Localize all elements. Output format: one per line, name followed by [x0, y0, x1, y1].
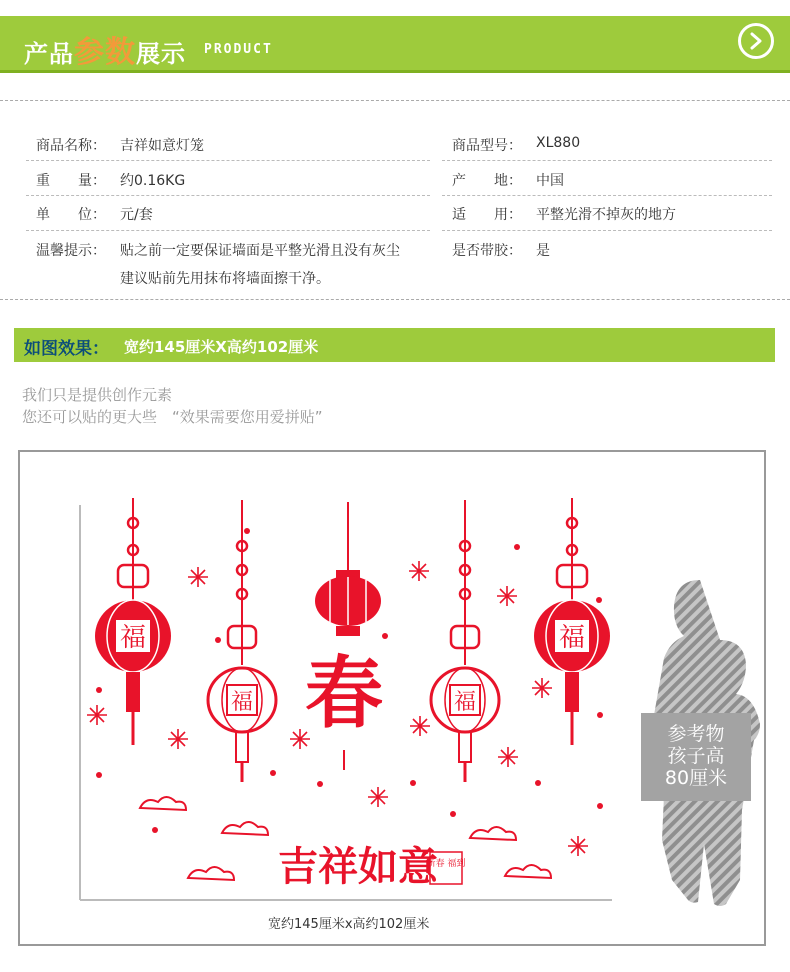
- name-label: 商品名称：: [36, 138, 106, 154]
- model-label: 商品型号：: [452, 138, 522, 154]
- note-line-2: 您还可以贴的更大些 “效果需要您用爱拼贴”: [22, 408, 323, 426]
- model-value: XL880: [536, 135, 581, 151]
- reference-line-2: 孩子高: [667, 745, 725, 767]
- slogan-text: 吉祥如意: [278, 843, 438, 890]
- glue-value: 是: [536, 243, 550, 259]
- image-caption: 宽约145厘米x高约102厘米: [268, 917, 430, 932]
- note-line-1: 我们只是提供创作元素: [22, 386, 173, 404]
- tip-line-1: 贴之前一定要保证墙面是平整光滑且没有灰尘: [120, 243, 400, 259]
- usage-label: 适 用：: [452, 207, 522, 223]
- tip-line-2: 建议贴前先用抹布将墙面擦干净。: [120, 271, 330, 287]
- weight-value: 约0.16KG: [120, 173, 186, 189]
- svg-text:福: 福: [453, 690, 477, 715]
- weight-label: 重 量：: [36, 173, 106, 189]
- unit-label: 单 位：: [36, 207, 106, 223]
- lantern-left: [95, 498, 171, 745]
- reference-label: [641, 713, 751, 801]
- svg-text:福: 福: [230, 690, 254, 715]
- glue-label: 是否带胶：: [452, 243, 522, 259]
- usage-value: 平整光滑不掉灰的地方: [536, 207, 676, 223]
- lantern-mid-right: [431, 500, 499, 782]
- effect-size: 宽约145厘米X高约102厘米: [124, 338, 319, 356]
- spring-character: 春: [304, 648, 384, 739]
- lantern-right: [534, 498, 610, 745]
- title-part-1: 产品: [24, 40, 74, 68]
- title-part-2: 展示: [136, 40, 186, 68]
- title-accent: 参数: [74, 35, 136, 70]
- reference-line-3: 80厘米: [664, 767, 728, 789]
- header-subtitle: PRODUCT: [204, 42, 273, 57]
- svg-text:福: 福: [558, 623, 586, 653]
- origin-label: 产 地：: [452, 173, 522, 189]
- name-value: 吉祥如意灯笼: [120, 138, 204, 154]
- reference-line-1: 参考物: [667, 723, 725, 745]
- lantern-center: [305, 502, 383, 770]
- svg-text:福: 福: [119, 623, 147, 653]
- unit-value: 元/套: [120, 207, 153, 223]
- seal-text: 新春 福到: [426, 859, 466, 869]
- effect-label: 如图效果：: [24, 339, 109, 359]
- tip-label: 温馨提示：: [36, 243, 106, 259]
- origin-value: 中国: [536, 173, 564, 189]
